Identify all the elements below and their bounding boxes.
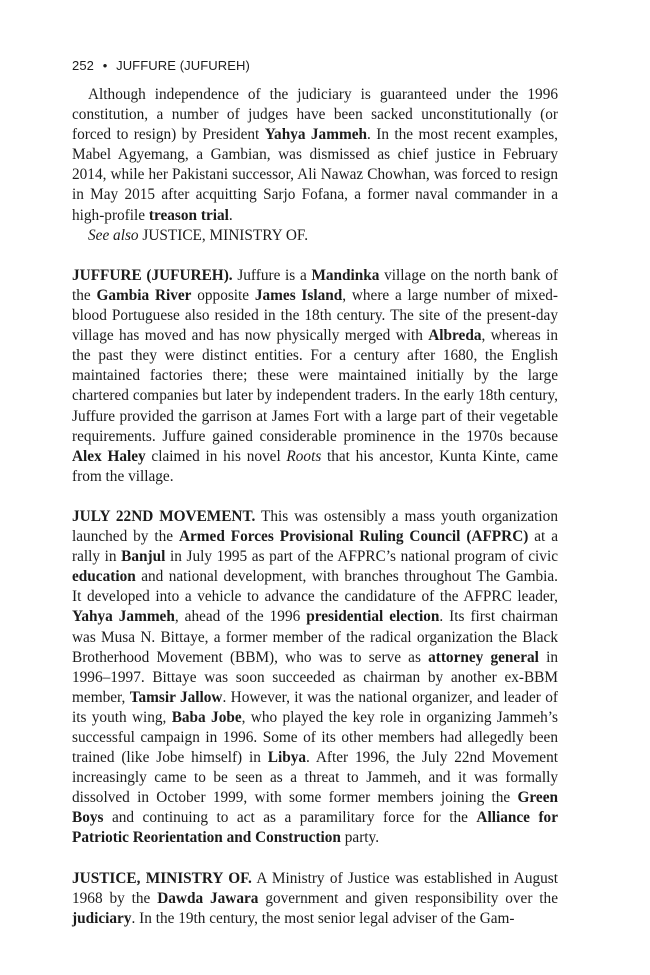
cross-reference: Yahya Jammeh [72, 608, 175, 626]
cross-reference: Yahya Jammeh [264, 126, 367, 144]
page-number: 252 [72, 58, 94, 73]
cross-reference: Tamsir Jallow [129, 688, 223, 706]
cross-reference: treason trial [148, 206, 229, 224]
cross-reference: education [72, 568, 136, 586]
cross-reference: Baba Jobe [171, 708, 242, 726]
cross-reference: Banjul [121, 548, 166, 566]
see-also-line [72, 226, 558, 246]
entry-july-22nd-movement: JULY 22ND MOVEMENT. This was ostensibly a mass youth organization launched by the Armed Forces Provisional Ruling Council (AFPRC) at a rally in Banjul in July 1995 as part of the AFPRC’s national program of civic education and national development, with branches throughout The Gambia. It developed into a vehicle to advance the candidature of the AFPRC leader, Yahya Jammeh, ahead of the 1996 presidential election. Its first chairman was Musa N. Bittaye, a former member of the radical organization the Black Brotherhood Movement (BBM), who was to serve as attorney general in 1996–1997. Bittaye was soon succeeded as chairman by another ex-BBM member, Tamsir Jallow. However, it was the national organizer, and leader of its youth wing, Baba Jobe, who played the key role in organizing Jammeh’s successful campaign in 1996. Some of its other members had allegedly been trained (like Jobe himself) in Libya. After 1996, the July 22nd Movement increasingly came to be seen as a threat to Jammeh, and it was formally dissolved in October 1999, with some former members joining the Green Boys and continuing to act as a paramilitary force for the Alliance for Patriotic Reorientation and Construction party. [72, 507, 559, 847]
entry-headword: JUFFURE (JUFUREH). [72, 266, 233, 284]
cross-reference: Libya [267, 749, 307, 767]
cross-reference: Green Boys [72, 789, 558, 827]
judiciary-entry-continuation: Although independence of the judiciary is guaranteed under the 1996 constitution, a number of judges have been sacked unconstitutionally (or forced to resign) by President Yahya Jammeh. In the most recent examples, Mabel Agyemang, a Gambian, was dismissed as chief justice in February 2014, while her Pakistani successor, Ali Nawaz Chowhan, was forced to resign in May 2015 after acquitting Sarjo Fofana, a former naval commander in a high-profile treason trial. [72, 86, 558, 224]
bullet-separator: • [102, 58, 108, 73]
cross-reference: judiciary [72, 909, 132, 927]
book-title: Roots [286, 447, 322, 465]
cross-reference: Alliance for Patriotic Reorientation and Construction [72, 809, 558, 847]
cross-reference: presidential election [306, 608, 440, 626]
entry-juffure: JUFFURE (JUFUREH). Juffure is a Mandinka village on the north bank of the Gambia River opposite James Island, where a large number of mixed-blood Portuguese also resided in the 18th century. The site of the present-day village has moved and has now physically merged with Albreda, whereas in the past they were distinct entities. For a century after 1680, the English maintained factories there; these were maintained initially by the large chartered companies but later by independent traders. In the early 18th century, Juffure provided the garrison at James Fort with a large part of their vegetable requirements. Juffure gained considerable prominence in the 1970s because Alex Haley claimed in his novel Roots that his ancestor, Kunta Kinte, came from the village. [72, 266, 559, 485]
cross-reference: Armed Forces Provisional Ruling Council (AFPRC) [178, 528, 529, 546]
cross-reference: Mandinka [311, 266, 380, 284]
entry-justice-ministry: JUSTICE, MINISTRY OF. A Ministry of Justice was established in August 1968 by the Dawda Jawara government and given responsibility over the judiciary. In the 19th century, the most senior legal adviser of the Gam- [72, 869, 558, 927]
cross-reference: attorney general [428, 648, 539, 666]
see-also-target: JUSTICE, MINISTRY OF. [138, 226, 309, 244]
cross-reference: Dawda Jawara [157, 889, 259, 907]
page-body [72, 85, 558, 929]
entry-headword: JUSTICE, MINISTRY OF. [72, 869, 252, 887]
cross-reference: Alex Haley [72, 447, 146, 465]
book-page [72, 58, 558, 929]
running-head [72, 58, 558, 75]
cross-reference: Gambia River [96, 286, 192, 304]
cross-reference: Albreda [428, 327, 482, 345]
running-title: JUFFURE (JUFUREH) [116, 58, 250, 73]
cross-reference: James Island [254, 286, 343, 304]
entry-headword: JULY 22ND MOVEMENT. [72, 507, 256, 525]
see-also-label: See also [88, 226, 139, 244]
